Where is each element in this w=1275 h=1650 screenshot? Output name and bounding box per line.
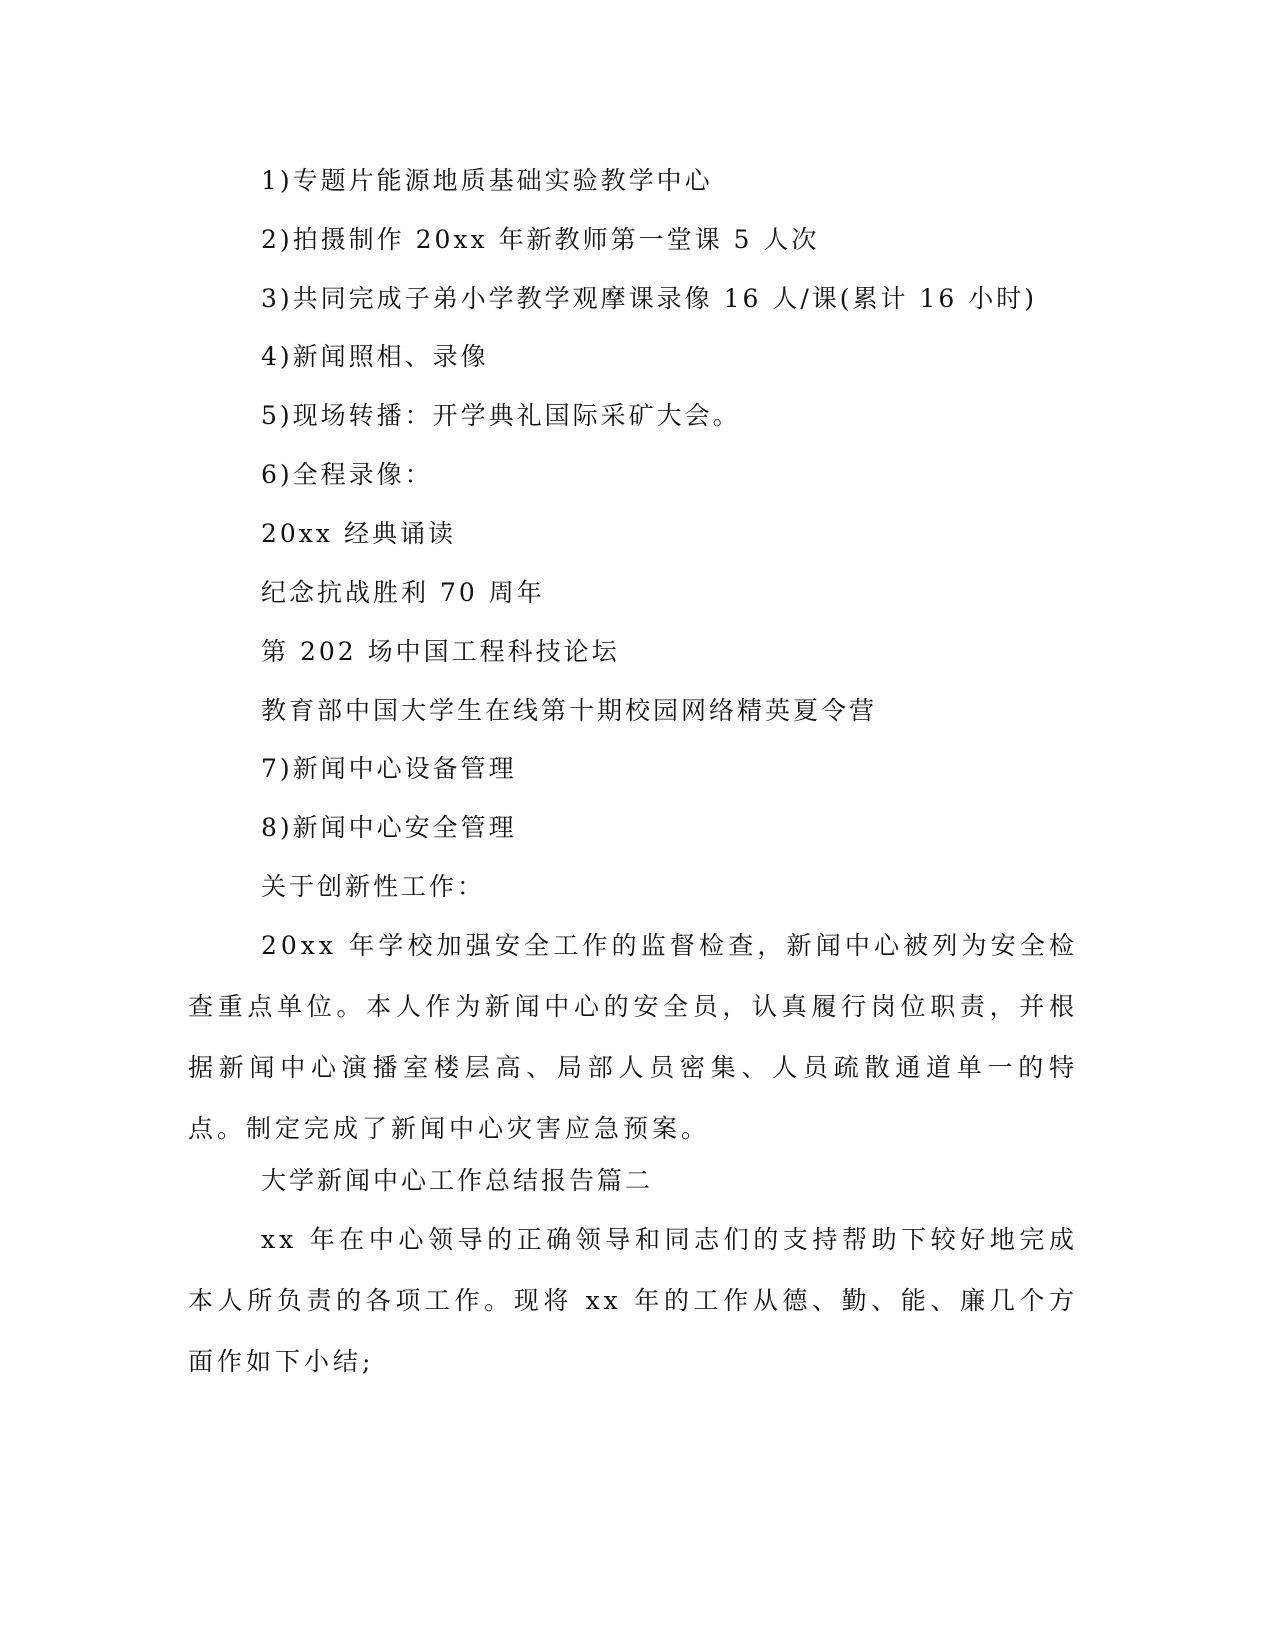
section-label: 关于创新性工作： xyxy=(261,872,486,901)
section-heading: 大学新闻中心工作总结报告篇二 xyxy=(261,1166,654,1195)
paragraph-intro: xx 年在中心领导的正确领导和同志们的支持帮助下较好地完成本人所负责的各项工作。现将 xx 年的工作从德、勤、能、廉几个方面作如下小结; xyxy=(188,1225,1078,1376)
list-item: 8)新闻中心安全管理 xyxy=(261,813,517,842)
list-item: 第 202 场中国工程科技论坛 xyxy=(261,637,620,666)
list-item: 3)共同完成子弟小学教学观摩课录像 16 人/课(累计 16 小时) xyxy=(261,284,1038,313)
list-item: 1)专题片能源地质基础实验教学中心 xyxy=(261,166,713,195)
list-item: 5)现场转播：开学典礼国际采矿大会。 xyxy=(261,401,741,430)
list-item: 2)拍摄制作 20xx 年新教师第一堂课 5 人次 xyxy=(261,225,820,254)
list-item: 6)全程录像： xyxy=(261,460,433,489)
paragraph-safety: 20xx 年学校加强安全工作的监督检查，新闻中心被列为安全检查重点单位。本人作为新闻中心的安全员，认真履行岗位职责，并根据新闻中心演播室楼层高、局部人员密集、人员疏散通道单一的特点。制定完成了新闻中心灾害应急预案。 xyxy=(188,931,1078,1143)
list-item: 4)新闻照相、录像 xyxy=(261,342,489,371)
list-item: 教育部中国大学生在线第十期校园网络精英夏令营 xyxy=(261,696,878,725)
list-item: 20xx 经典诵读 xyxy=(261,519,456,548)
list-item: 纪念抗战胜利 70 周年 xyxy=(261,578,545,607)
list-item: 7)新闻中心设备管理 xyxy=(261,754,517,783)
